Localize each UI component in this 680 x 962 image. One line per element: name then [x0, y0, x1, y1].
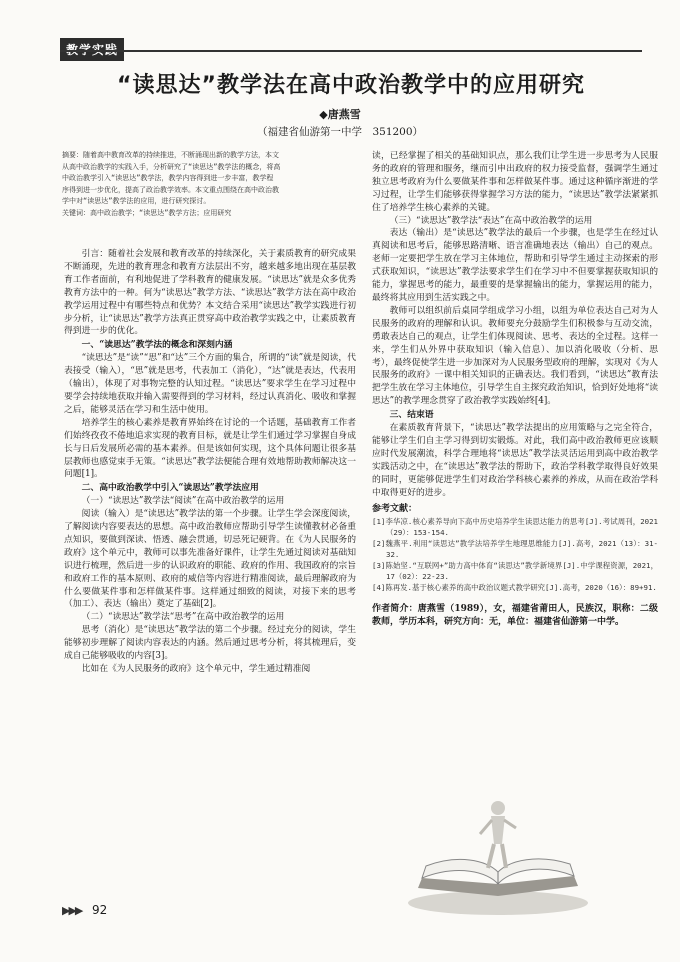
left-column [64, 248, 356, 676]
subheading: （一）“读思达”教学法“阅读”在高中政治教学的运用 [81, 496, 285, 507]
reference-item: [3]陈始坚.“互联网+”助力高中体育“读思达”教学新境界[J].中学课程资源，2021，17（02）：22-23. [372, 561, 658, 582]
affiliation: （福建省仙游第一中学 351200） [256, 126, 424, 138]
section-heading-3: 三、结束语 [389, 410, 434, 421]
paragraph: 读，已经掌握了相关的基础知识点，那么我们让学生进一步思考为人民服务的政府的管理和服务，继而引申出政府的权力接受监督，强调学生通过独立思考政府为什么要做某件事和怎样做某件事。通过这种循序渐进的学习过程，让学生们能够获得掌握学习方法的能力，“读思达”教学法紧紧抓住了培养学生核心素养的关键。 [372, 151, 658, 213]
intro-paragraph: 引言：随着社会发展和教育改革的持续深化，关于素质教育的研究成果不断涌现，先进的教育理念和教育方法层出不穷，越来越多地出现在基层教育工作者面前，有利地促进了学科教育的健康发展。“读思达”就是众多优秀教育方法中的一种。何为“读思达”教学方法、“读思达”教学方法在高中政治教学运用过程中有哪些特点和优势？本文结合采用“读思达”教学实践进行初步分析，让“读思达”教学方法真正贯穿高中政治教学实践之中，让素质教育得到进一步的优化。 [64, 249, 356, 337]
references-title: 参考文献： [372, 504, 418, 515]
reference-item: [1]李华凉.核心素养导向下高中历史培养学生读思达能力的思考[J].考试周刊，2021（29）：153-154. [372, 517, 658, 538]
author-bio: 作者简介：唐燕雪（1989），女，福建省莆田人，民族汉，职称：二级教师，学历本科，研究方向：无，单位：福建省仙游第一中学。 [372, 604, 658, 628]
abstract-line: 从高中政治教学的实践入手，分析研究了“读思达”教学法的概念，将高 [62, 162, 281, 171]
paragraph: 表达（输出）是“读思达”教学法的最后一个步骤，也是学生在经过认真阅读和思考后，能够思路清晰、语言准确地表达（输出）自己的观点。老师一定要把学生放在学习主体地位，帮助和引导学生通过主动探索的形式获取知识，“读思达”教学法要求学生们在学习中不但要掌握获取知识的能力，掌握思考的能力，最重要的是掌握输出的能力，掌握运用的能力，最终将其应用到生活实践之中。 [372, 228, 658, 303]
subheading: （二）“读思达”教学法“思考”在高中政治教学的运用 [81, 612, 285, 623]
paragraph: 教师可以组织前后桌同学组成学习小组，以组为单位表达自己对为人民服务的政府的理解和认识。教师要充分鼓励学生们积极参与互动交流，勇敢表达自己的观点，让学生们体现阅读、思考、表达的全过程。这样一来，学生们从外界中获取知识（输入信息）、加以消化吸收（分析、思考），最终促使学生进一步加深对为人民服务型政府的理解，实现对《为人民服务的政府》一课中相关知识的正确表达。我们看到，“读思达”教育法把学生放在学习主体地位，引导学生自主探究政治知识，恰到好处地将“读思达”的教学理念贯穿了政治教学实践始终[4]。 [372, 305, 658, 407]
references [372, 516, 658, 593]
author: ◆唐燕雪 [319, 108, 361, 121]
reference-item: [4]陈再发.基于核心素养的高中政治议题式教学研究[J].高考，2020（16）：89+91. [372, 583, 657, 593]
subheading: （三）“读思达”教学法“表达”在高中政治教学的运用 [389, 215, 593, 226]
abstract-line: 中政治教学引入“读思达”教学法，教学内容得到进一步丰富，教学程 [62, 174, 274, 182]
article-title: “读思达”教学法在高中政治教学中的应用研究 [117, 73, 585, 98]
page-arrow-icon: ▶▶▶ [62, 904, 82, 917]
section-heading-1: 一、“读思达”教学法的概念和深刻内涵 [81, 340, 233, 351]
paragraph: 阅读（输入）是“读思达”教学法的第一个步骤。让学生学会深度阅读，了解阅读内容要表达的思想。高中政治教师应帮助引导学生读懂教材必备重点知识，要做到深读、悟透、融会贯通，切忌死记硬背。在《为人民服务的政府》这个单元中，教师可以事先准备好课件，让学生先通过阅读对基础知识进行梳理，然后进一步的认识政府的职能、政府的作用、我国政府的宗旨和政府工作的基本原则、政府的威信等内容进行精准阅读，最后理解政府为什么要做某件事和怎样做某件事。这样通过细致的阅读，对接下来的思考（加工）、表达（输出）奠定了基础[2]。 [64, 509, 356, 610]
abstract-line: 摘要：随着高中教育改革的持续推进，不断涌现出新的教学方法，本文 [62, 151, 279, 159]
reference-item: [2]魏燕平.利用“读思达”教学法培养学生地理思维能力[J].高考，2021（13）：31-32. [372, 539, 658, 560]
paragraph: 在素质教育背景下，“读思达”教学法提出的应用策略与之完全符合，能够让学生们自主学习得到切实锻炼。对此，我们高中政治教师更应该顺应时代发展潮流，科学合理地将“读思达”教学法灵活运用到高中政治教学实践活动之中，在“读思达”教学法的帮助下，政治学科教学取得良好效果的同时，更能够促进学生们对政治学科核心素养的养成，从而在政治学科中取得更好的进步。 [372, 423, 658, 498]
abstract-line: 序得到进一步优化，提高了政治教学效率。本文重点围绕在高中政治教 [62, 185, 279, 194]
page-number: 92 [92, 903, 108, 917]
header-rule [60, 50, 642, 52]
paragraph: 比如在《为人民服务的政府》这个单元中，学生通过精准阅 [81, 664, 311, 674]
paragraph: 培养学生的核心素养是教育界始终在讨论的一个话题，基础教育工作者们始终孜孜不倦地追求实现的教育目标，就是让学生们通过学习掌握自身成长与日后发展所必需的基本素养。但是该如何实现，这个具体问题让很多基层教师也感觉束手无策。“读思达”教学法便能合理有效地帮助教师解决这一问题[1]。 [64, 417, 356, 480]
abstract [62, 150, 358, 219]
book-illustration [398, 768, 598, 918]
abstract-line: 学中对“读思达”教学法的应用，进行研究探讨。 [62, 197, 211, 205]
section-heading-2: 二、高中政治教学中引入“读思达”教学法应用 [81, 483, 259, 494]
paragraph: 思考（消化）是“读思达”教学法的第二个步骤。经过充分的阅读，学生能够初步理解了阅读内容表达的内涵。然后通过思考分析，将其梳理后，变成自己能够吸收的内容[3]。 [64, 625, 356, 662]
keywords: 关键词：高中政治教学；“读思达”教学方法；应用研究 [62, 208, 232, 217]
paragraph: “读思达”是“读”“思”和“达”三个方面的集合，所谓的“读”就是阅读，代表接受（输入），“思”就是思考，代表加工（消化），“达”就是表达，代表用（输出），体现了对事物完整的认知过程。“读思达”要求学生在学习过程中要学会持续地获取并输入需要得到的学习材料，经过认真消化、吸收和掌握之后，能够灵活在学习和生活中使用。 [64, 353, 356, 415]
right-column [372, 150, 658, 629]
